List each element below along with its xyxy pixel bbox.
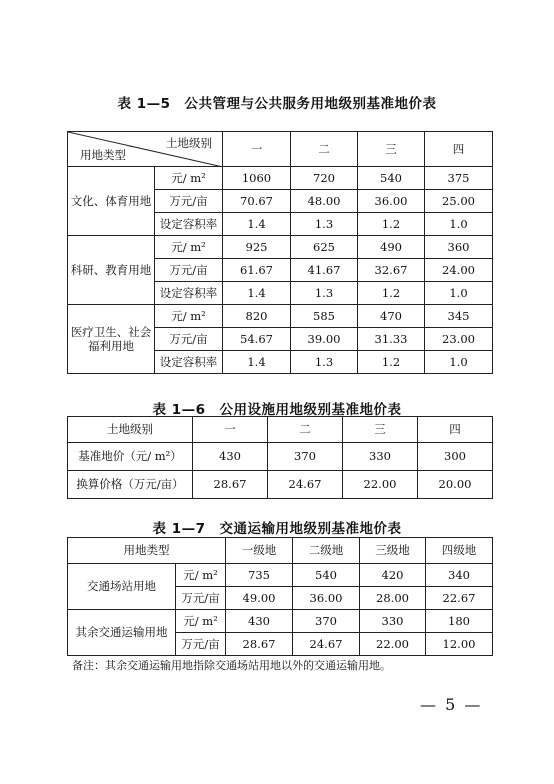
table5-unit: 万元/亩 [155,259,223,282]
table5-unit: 设定容积率 [155,351,223,374]
table5-unit: 万元/亩 [155,328,223,351]
table7-unit: 元/ m² [176,564,226,587]
table5-cell: 61.67 [223,259,291,282]
table6-header-cell: 三 [343,417,418,443]
table5-header-grade-label: 土地级别 [166,136,212,150]
table5-cell: 1.4 [223,351,291,374]
table6-cell: 28.67 [193,471,268,499]
table7-cell: 36.00 [293,587,360,610]
table5-cell: 540 [358,167,425,190]
table6-header-cell: 二 [268,417,343,443]
table5-cell: 31.33 [358,328,425,351]
table7-cell: 330 [360,610,426,633]
table5-cell: 1.0 [425,351,493,374]
page-number: — 5 — [420,695,483,714]
table5-cell: 1.4 [223,282,291,305]
table5-cell: 490 [358,236,425,259]
table7-group-name: 其余交通运输用地 [68,610,176,656]
table5-title: 表 1—5 公共管理与公共服务用地级别基准地价表 [117,96,437,112]
table7-cell: 540 [293,564,360,587]
table6-row-label: 基准地价（元/ m²） [68,443,193,471]
table6-cell: 370 [268,443,343,471]
table7-header-cell: 四级地 [426,538,493,564]
table5-unit: 万元/亩 [155,190,223,213]
table7-cell: 28.67 [226,633,293,656]
table5-unit: 元/ m² [155,167,223,190]
table6-row-label: 换算价格（万元/亩） [68,471,193,499]
table5 [67,131,493,374]
table5-diagonal-header [68,132,223,167]
table7-header-cell: 用地类型 [68,538,226,564]
table6-cell: 24.67 [268,471,343,499]
table6-header-cell: 四 [418,417,493,443]
table7-cell: 24.67 [293,633,360,656]
table6-cell: 300 [418,443,493,471]
table5-cell: 70.67 [223,190,291,213]
table7-cell: 340 [426,564,493,587]
table7 [67,537,493,656]
table7-note: 备注：其余交通运输用地指除交通场站用地以外的交通运输用地。 [72,659,391,672]
table6-header-cell: 一 [193,417,268,443]
table5-cell: 360 [425,236,493,259]
table6-cell: 330 [343,443,418,471]
table7-unit: 元/ m² [176,610,226,633]
table5-cell: 1.3 [291,213,358,236]
table5-group-name-line: 福利用地 [88,339,134,353]
table7-cell: 370 [293,610,360,633]
table7-cell: 22.00 [360,633,426,656]
table5-unit: 元/ m² [155,305,223,328]
table6-cell: 430 [193,443,268,471]
table5-cell: 720 [291,167,358,190]
table5-group-name: 科研、教育用地 [68,236,155,305]
table5-cell: 41.67 [291,259,358,282]
table5-header-grade: 一 [223,132,291,167]
table5-cell: 1.3 [291,282,358,305]
table5-cell: 470 [358,305,425,328]
table6-title: 表 1—6 公用设施用地级别基准地价表 [152,402,402,418]
table7-cell: 420 [360,564,426,587]
table5-cell: 25.00 [425,190,493,213]
table5-header-grade: 二 [291,132,358,167]
table5-unit: 设定容积率 [155,213,223,236]
table5-cell: 1.2 [358,213,425,236]
table5-unit: 设定容积率 [155,282,223,305]
table5-cell: 375 [425,167,493,190]
table7-header-cell: 三级地 [360,538,426,564]
table5-cell: 1.2 [358,282,425,305]
table5-cell: 820 [223,305,291,328]
table5-cell: 1.3 [291,351,358,374]
table5-cell: 1060 [223,167,291,190]
table7-cell: 28.00 [360,587,426,610]
table5-cell: 54.67 [223,328,291,351]
table5-cell: 925 [223,236,291,259]
table5-cell: 345 [425,305,493,328]
table5-header-grade: 三 [358,132,425,167]
table5-cell: 23.00 [425,328,493,351]
table7-cell: 180 [426,610,493,633]
table5-cell: 1.4 [223,213,291,236]
table6-cell: 22.00 [343,471,418,499]
table5-header-type-label: 用地类型 [80,147,126,162]
table5-cell: 625 [291,236,358,259]
table5-group-name-line: 医疗卫生、社会 [70,324,152,339]
table7-header-cell: 一级地 [226,538,293,564]
table7-cell: 430 [226,610,293,633]
table5-cell: 36.00 [358,190,425,213]
table6-cell: 20.00 [418,471,493,499]
table5-group-name [68,305,155,374]
table7-cell: 12.00 [426,633,493,656]
table5-cell: 48.00 [291,190,358,213]
table5-unit: 元/ m² [155,236,223,259]
table5-cell: 39.00 [291,328,358,351]
table5-group-name: 文化、体育用地 [68,167,155,236]
table7-group-name: 交通场站用地 [68,564,176,610]
table5-cell: 1.2 [358,351,425,374]
table7-title: 表 1—7 交通运输用地级别基准地价表 [152,521,402,537]
table7-header-cell: 二级地 [293,538,360,564]
table7-unit: 万元/亩 [176,587,226,610]
table5-cell: 585 [291,305,358,328]
table7-unit: 万元/亩 [176,633,226,656]
table5-cell: 32.67 [358,259,425,282]
table7-cell: 49.00 [226,587,293,610]
table7-cell: 735 [226,564,293,587]
table5-cell: 1.0 [425,213,493,236]
table5-cell: 24.00 [425,259,493,282]
table6-header-cell: 土地级别 [68,417,193,443]
table5-header-grade: 四 [425,132,493,167]
table6 [67,416,493,499]
table5-cell: 1.0 [425,282,493,305]
table7-cell: 22.67 [426,587,493,610]
